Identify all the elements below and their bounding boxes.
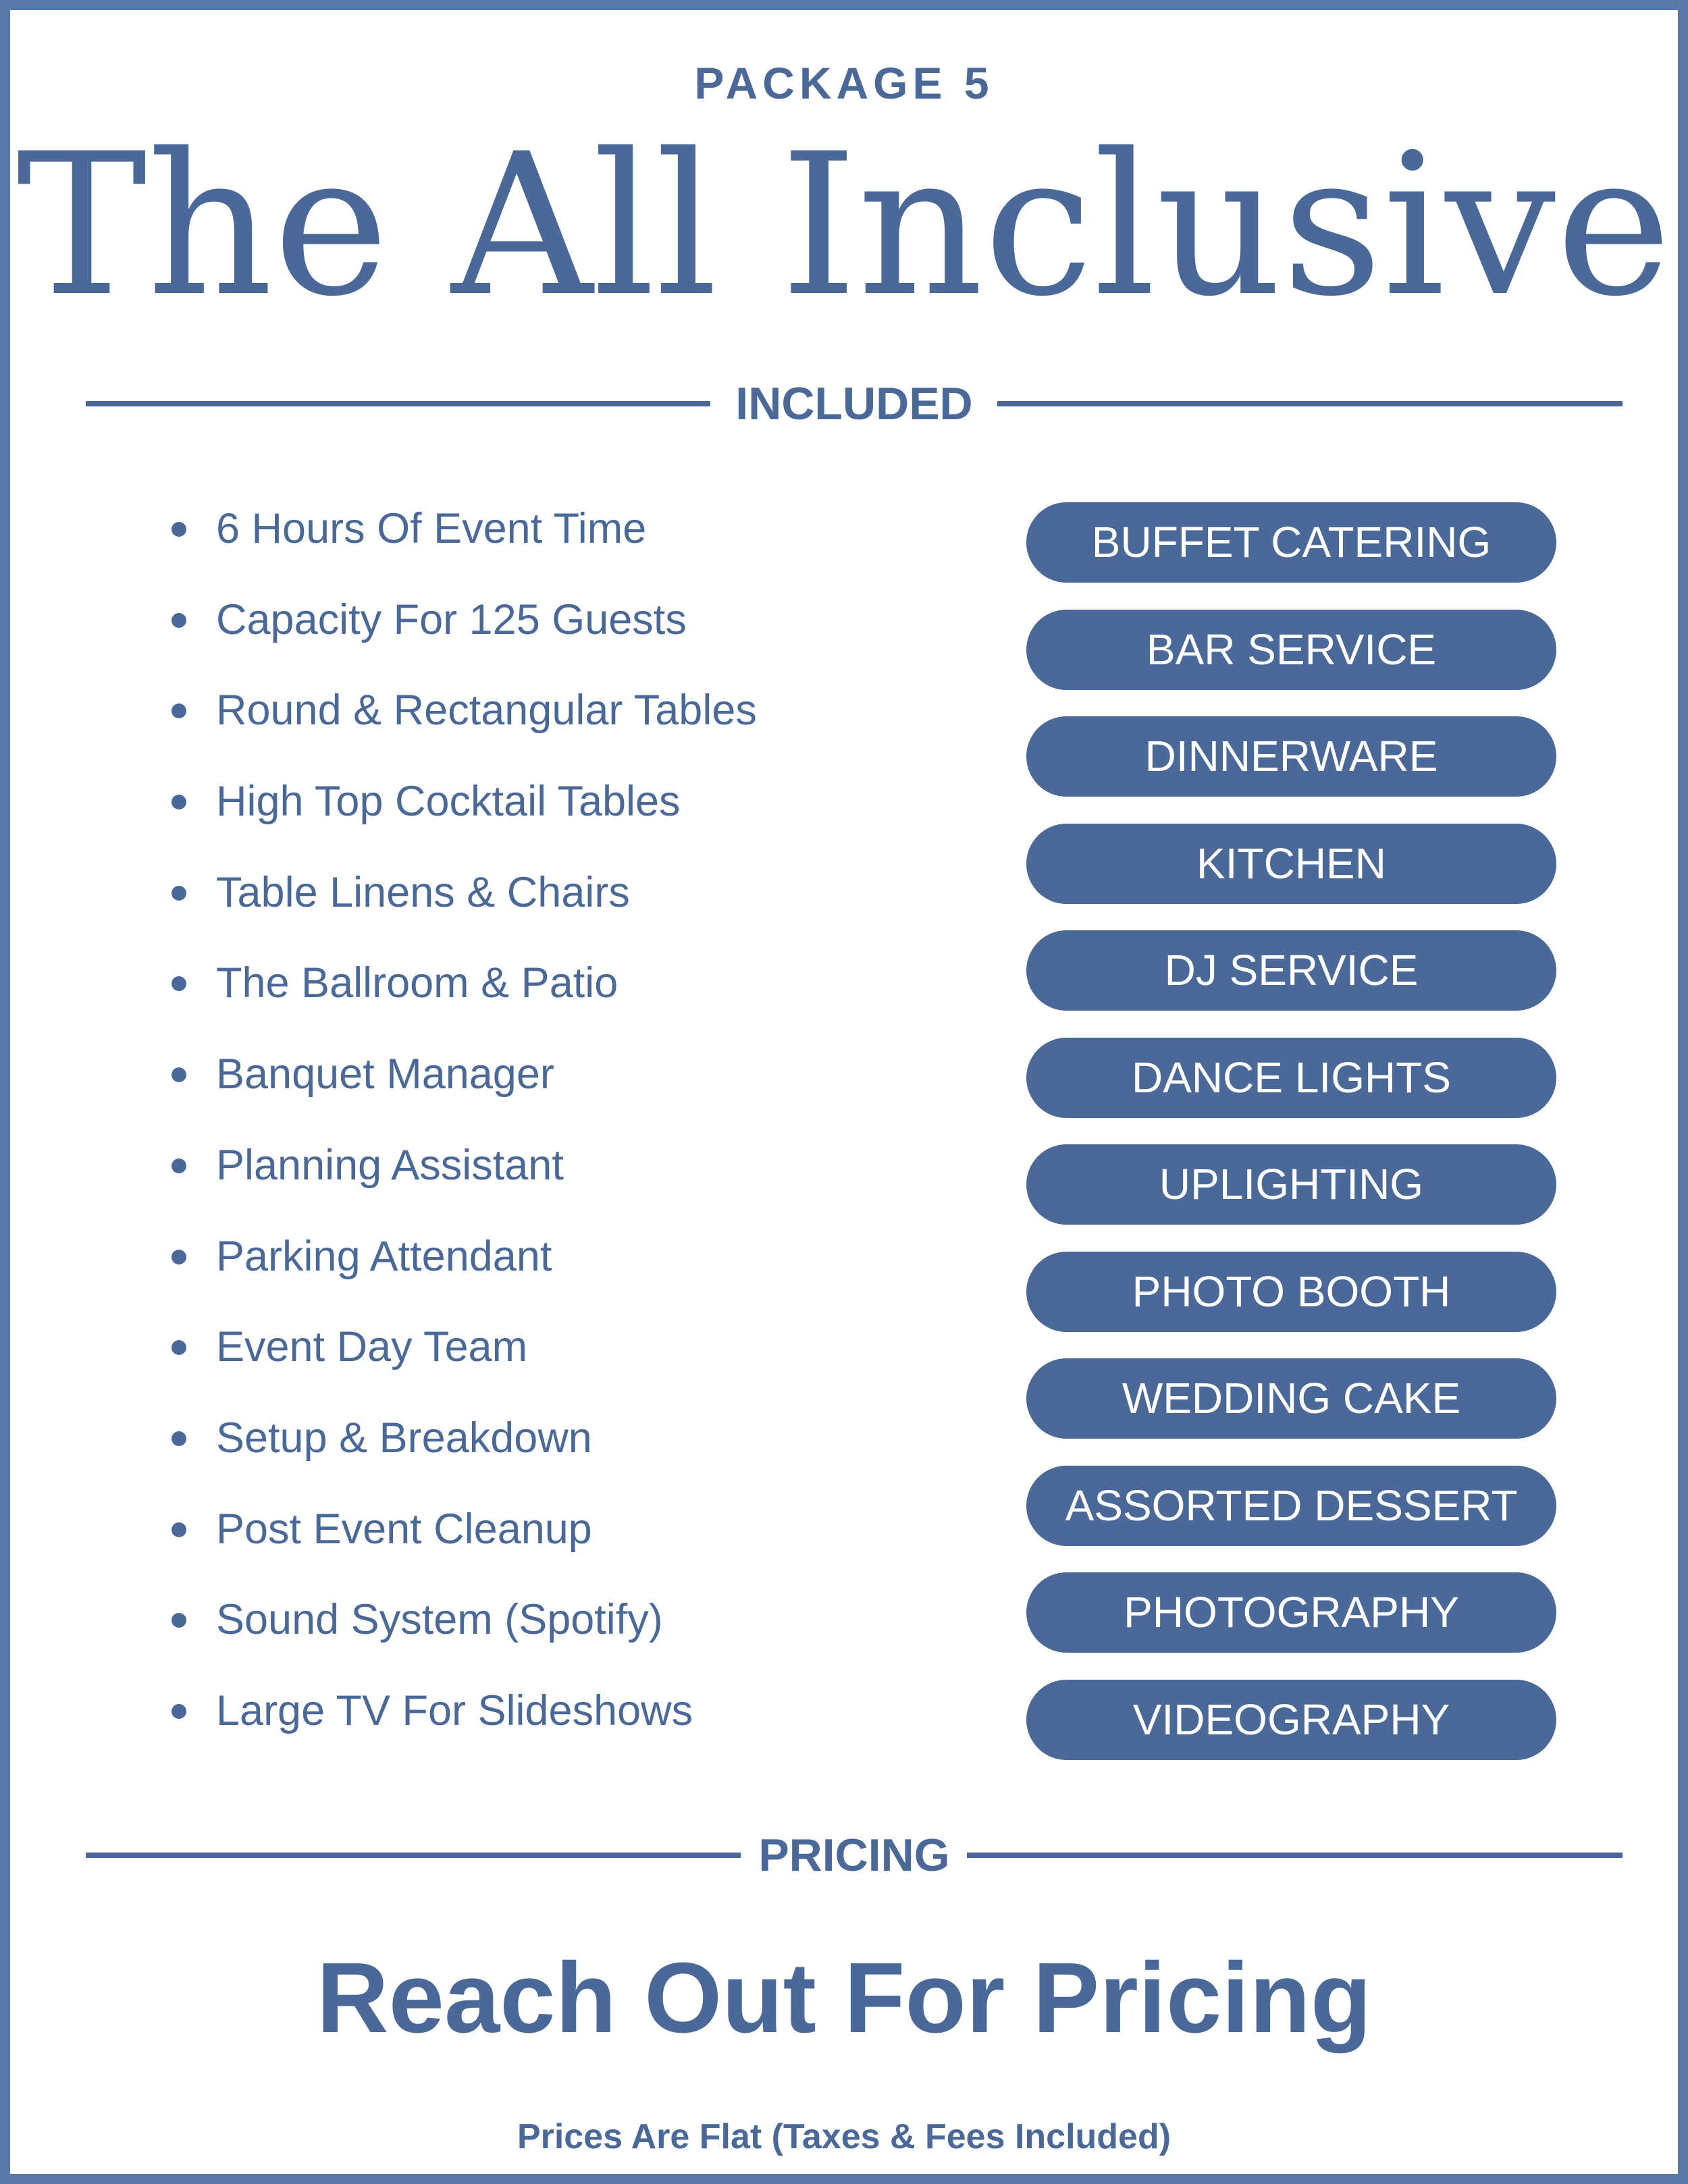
service-pill: DJ SERVICE (1026, 930, 1556, 1011)
included-item-label: Table Linens & Chairs (216, 868, 630, 916)
bullet-icon (172, 1250, 186, 1264)
included-heading: INCLUDED (735, 378, 973, 429)
service-pill: KITCHEN (1026, 824, 1556, 904)
included-item-label: High Top Cocktail Tables (216, 778, 681, 826)
included-item (169, 956, 757, 1047)
included-item (169, 1229, 757, 1321)
included-item (169, 1684, 757, 1775)
included-item (169, 683, 757, 774)
included-item (169, 1047, 757, 1138)
service-pills (1026, 502, 1556, 1786)
included-item (169, 593, 757, 684)
bullet-icon (172, 522, 186, 537)
service-pill: PHOTO BOOTH (1026, 1252, 1556, 1332)
page-title: The All Inclusive (16, 112, 1672, 340)
pricing-headline: Reach Out For Pricing (316, 1942, 1372, 2054)
bullet-icon (172, 976, 186, 991)
package-label: PACKAGE 5 (694, 58, 994, 108)
included-item-label: Large TV For Slideshows (216, 1686, 693, 1734)
included-item-label: Sound System (Spotify) (216, 1596, 663, 1644)
bullet-icon (172, 886, 186, 901)
pricing-note: Prices Are Flat (Taxes & Fees Included) (517, 2117, 1171, 2156)
bullet-icon (172, 1704, 186, 1719)
service-pill: ASSORTED DESSERT (1026, 1466, 1556, 1546)
bullet-icon (172, 1522, 186, 1537)
bullet-icon (172, 613, 186, 628)
included-item (169, 1411, 757, 1502)
included-item (169, 502, 757, 593)
included-item-label: Post Event Cleanup (216, 1505, 592, 1553)
bullet-icon (172, 1067, 186, 1082)
bullet-icon (172, 1340, 186, 1355)
bullet-icon (172, 1613, 186, 1628)
service-pill: DANCE LIGHTS (1026, 1038, 1556, 1118)
included-item-label: Round & Rectangular Tables (216, 687, 757, 735)
service-pill: BUFFET CATERING (1026, 502, 1556, 583)
included-item-label: Capacity For 125 Guests (216, 595, 687, 643)
included-item (169, 1138, 757, 1229)
bullet-icon (172, 703, 186, 718)
included-list (169, 502, 757, 1775)
included-item-label: Banquet Manager (216, 1050, 554, 1098)
bullet-icon (172, 1158, 186, 1173)
service-pill: WEDDING CAKE (1026, 1358, 1556, 1439)
service-pill: PHOTOGRAPHY (1026, 1572, 1556, 1653)
service-pill: BAR SERVICE (1026, 610, 1556, 690)
included-item-label: Setup & Breakdown (216, 1414, 592, 1462)
pricing-heading: PRICING (758, 1830, 950, 1881)
included-item (169, 1320, 757, 1411)
included-item (169, 865, 757, 957)
included-item-label: Planning Assistant (216, 1141, 564, 1189)
included-item-label: The Ballroom & Patio (216, 959, 618, 1007)
included-item-label: Event Day Team (216, 1323, 528, 1371)
service-pill: UPLIGHTING (1026, 1144, 1556, 1225)
divider-line-right (967, 1853, 1623, 1858)
included-item (169, 1593, 757, 1684)
included-item-label: 6 Hours Of Event Time (216, 505, 647, 552)
included-item (169, 1502, 757, 1593)
included-item (169, 774, 757, 865)
bullet-icon (172, 1431, 186, 1446)
service-pill: DINNERWARE (1026, 716, 1556, 797)
included-item-label: Parking Attendant (216, 1232, 552, 1280)
bullet-icon (172, 795, 186, 809)
divider-line-right (997, 401, 1623, 406)
service-pill: VIDEOGRAPHY (1026, 1680, 1556, 1760)
